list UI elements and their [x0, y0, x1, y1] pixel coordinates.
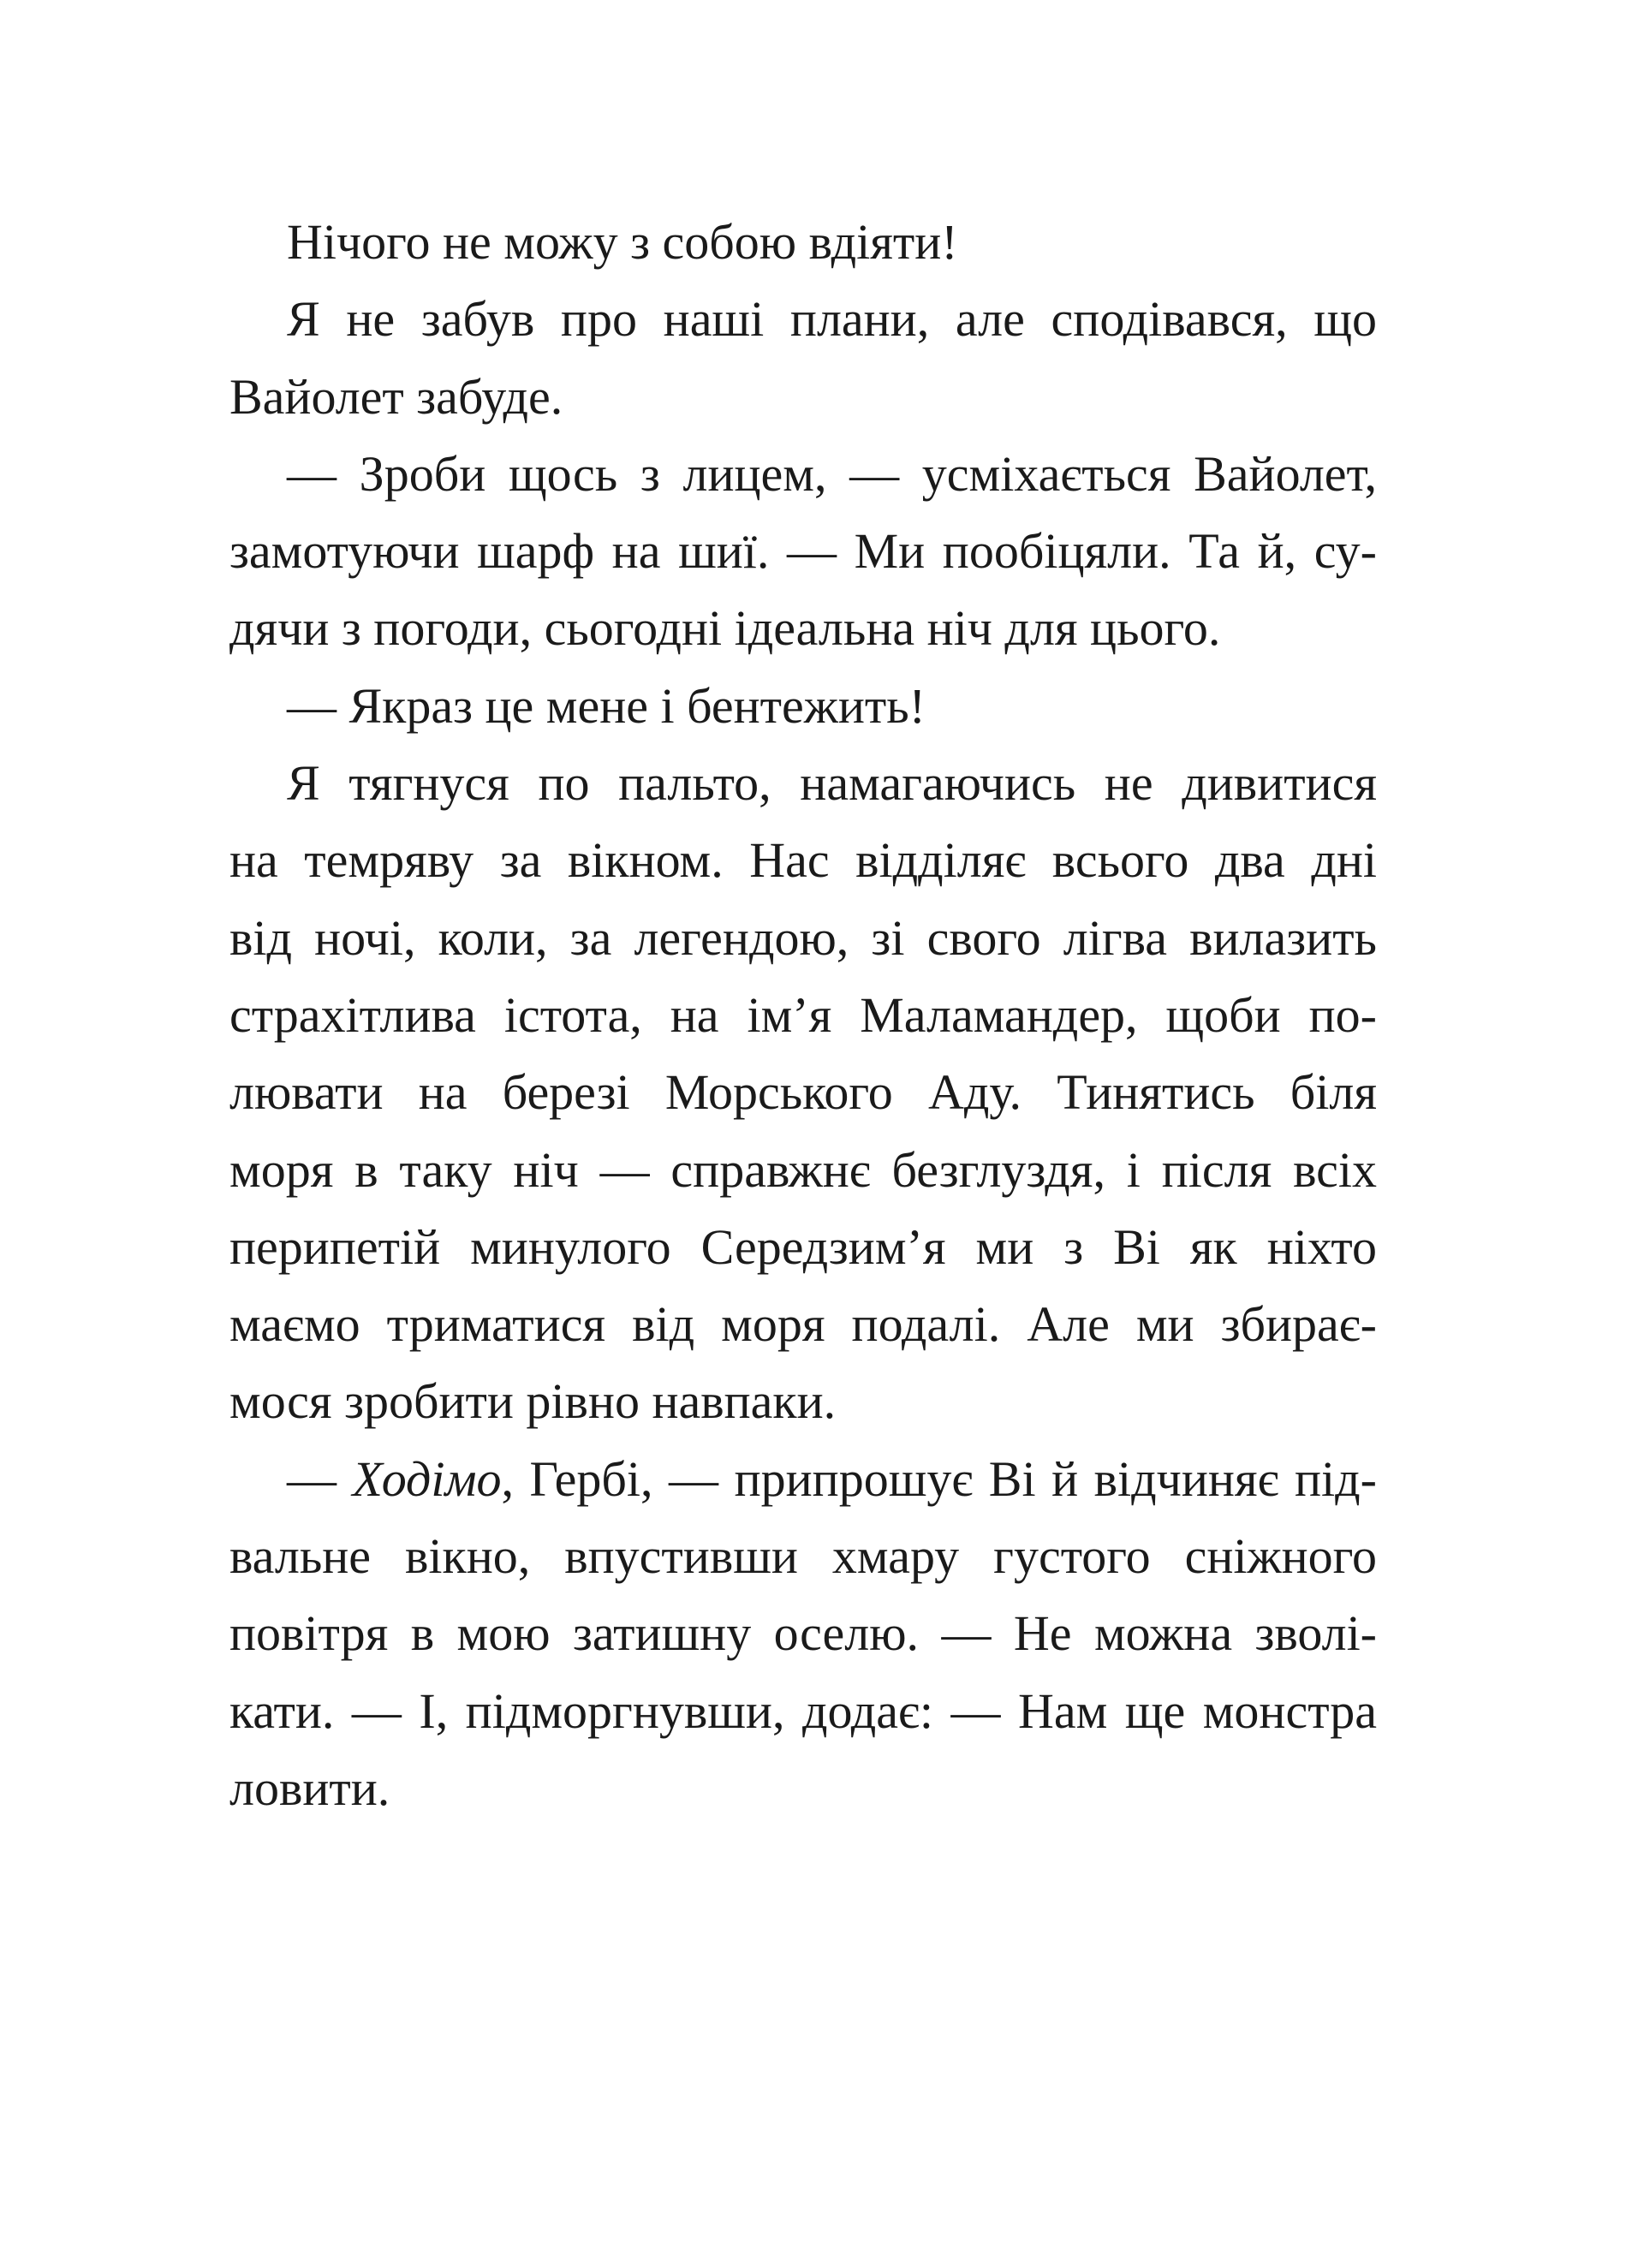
- italic-word: Ходімо: [352, 1450, 502, 1507]
- text-line: Я тягнуся по пальто, намагаючись не дивитися: [287, 755, 1377, 812]
- text-line: ловити.: [229, 1759, 390, 1816]
- text-line: страхітлива істота, на ім’я Маламандер, щоби по-: [229, 986, 1377, 1043]
- dash-prefix: —: [287, 1450, 353, 1507]
- text-line: моря в таку ніч — справжнє безглуздя, і після всіх: [229, 1141, 1377, 1198]
- text-line: [229, 1441, 1377, 1518]
- body-text: [229, 204, 1377, 1827]
- text-line: кати. — І, підморгнувши, додає: — Нам ще монстра: [229, 1682, 1377, 1739]
- text-line: — Зроби щось з лицем, — усміхається Вайолет,: [287, 445, 1377, 502]
- text-line: маємо триматися від моря подалі. Але ми збирає-: [229, 1296, 1377, 1353]
- text-line: замотуючи шарф на шиї. — Ми пообіцяли. Та й, су-: [229, 523, 1377, 580]
- text-line: мося зробити рівно навпаки.: [229, 1373, 837, 1430]
- text-line: дячи з погоди, сьогодні ідеальна ніч для цього.: [229, 600, 1221, 657]
- text-line: перипетій минулого Середзим’я ми з Ві як ніхто: [229, 1218, 1377, 1275]
- text-line: — Якраз це мене і бентежить!: [287, 677, 926, 734]
- text-line: Нічого не можу з собою вдіяти!: [287, 214, 958, 270]
- text-line: від ночі, коли, за легендою, зі свого лігва вилазить: [229, 909, 1377, 966]
- text-line: Я не забув про наші плани, але сподівався, що: [287, 291, 1377, 348]
- text-line: вальне вікно, впустивши хмару густого сніжного: [229, 1528, 1377, 1585]
- text-line: лювати на березі Морського Аду. Тинятись біля: [229, 1064, 1377, 1121]
- text-line: повітря в мою затишну оселю. — Не можна зволі-: [229, 1605, 1377, 1662]
- line-rest: , Гербі, — припрошує Ві й відчиняє під-: [501, 1450, 1377, 1507]
- text-line: на темряву за вікном. Нас відділяє всього два дні: [229, 832, 1377, 889]
- text-line: Вайолет забуде.: [229, 368, 563, 425]
